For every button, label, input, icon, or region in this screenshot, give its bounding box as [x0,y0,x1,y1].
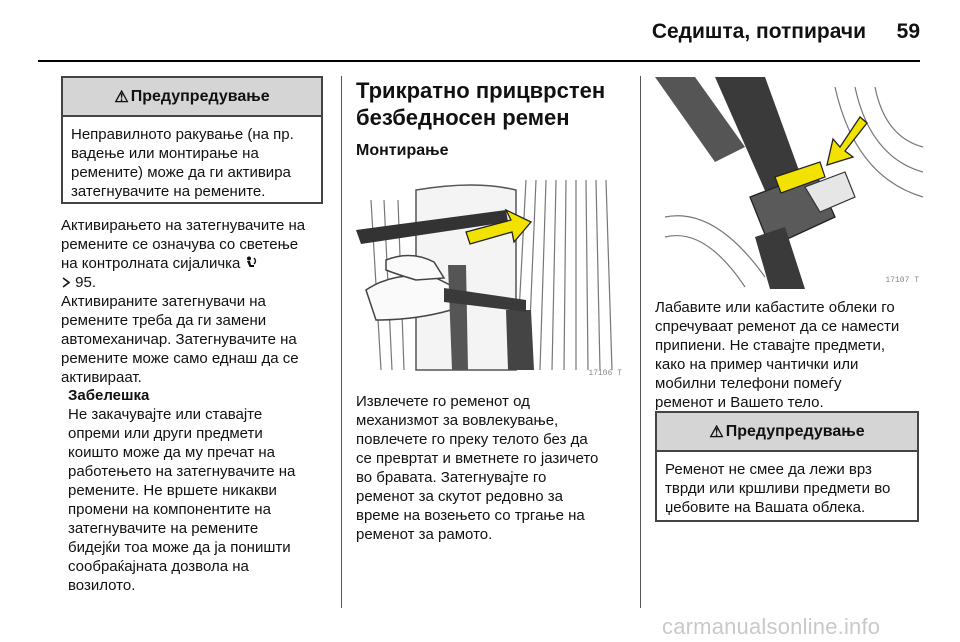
text-line: затегнувачите на ремените [68,520,259,537]
text-line: автомеханичар. Затегнувачите на [61,331,297,348]
text-line: опреми или други предмети [68,425,263,442]
warning-box-text [657,452,917,517]
text-line: коишто може да му пречат на [68,444,275,461]
text-line: возилото. [68,577,136,594]
text-line: ремените се означува со светење [61,236,299,253]
text-line [61,273,336,292]
warning-box-header [63,78,321,117]
text-line: ремените. Не вршете никакви [68,482,277,499]
warning-box-title: Предупредување [725,422,865,440]
warning-box-tensioner [61,76,323,204]
text-line: припиени. Не ставајте предмети, [655,337,886,354]
title-line: безбедносен ремен [356,105,570,130]
warning-box-text: Неправилното ракување (на пр. вадење или монтирање на ремените) може да ги активира затегнувачите на ремените. [71,126,294,200]
section-subtitle: Монтирање [356,142,449,159]
text-line: Не закачувајте или ставајте [68,406,263,423]
text-line: мобилни телефони помеѓу [655,375,842,392]
belt-fastening-illustration [356,170,626,382]
warning-triangle-icon: ⚠ [709,423,724,441]
header-rule [38,60,920,62]
text-line: активираат. [61,369,142,386]
airbag-indicator-icon [245,255,258,272]
page-reference[interactable]: 95. [75,274,97,291]
text-line: работењето на затегнувачите на [68,463,296,480]
page-number: 59 [896,20,920,43]
warning-box-hard-objects [655,411,919,522]
text-line: ременот за скутот редовно за [356,488,563,505]
text-line: како на пример чантички или [655,356,859,373]
text-line: Активирањето на затегнувачите на [61,217,306,234]
paragraph-tensioner-activation [61,216,336,292]
column-divider-left [341,76,342,608]
warning-box-header [657,413,917,452]
text-line: Извлечете го ременот од [356,393,530,410]
text-line: повлечете го преку телото без да [356,431,588,448]
column-divider-right [640,76,641,608]
text-line: механизмот за вовлекување, [356,412,559,429]
paragraph-replacement [61,292,336,387]
note-block [68,386,338,595]
text-line: ремените треба да ги замени [61,312,267,329]
warning-box-title: Предупредување [130,87,270,105]
text-line: се превртат и вметнете го јазичето [356,450,599,467]
figure-number: 17106 T [588,369,622,378]
text-line: сообраќајната дозвола на [68,558,249,575]
text-line: спречуваат ременот да се намести [655,318,900,335]
figure-belt-buckle [655,77,923,289]
text-line: џебовите на Вашата облека. [665,499,866,516]
text-line [61,254,336,273]
warning-triangle-icon: ⚠ [114,88,129,106]
section-title [356,77,631,131]
figure-number: 17107 T [885,276,919,285]
text-line: време на возењето со тргање на [356,507,585,524]
text-line: промени на компонентите на [68,501,271,518]
belt-buckle-illustration [655,77,923,289]
text-line: бидејќи тоа може да ја поништи [68,539,291,556]
paragraph-fastening-instructions [356,392,636,544]
text-line: ремените може само еднаш да се [61,350,299,367]
text-line: Ременот не смее да лежи врз [665,461,872,478]
text-line: ременот и Вашето тело. [655,394,824,411]
watermark: carmanualsonline.info [662,614,881,639]
text-line: ременот за рамото. [356,526,493,543]
title-line: Трикратно прицврстен [356,78,606,103]
paragraph-clothing-advice [655,298,940,412]
note-title: Забелешка [68,387,150,404]
text-line: Активираните затегнувачи на [61,293,266,310]
text-line: тврди или кршливи предмети во [665,480,891,497]
text-span: на контролната сијаличка [61,255,241,272]
text-line: Лабавите или кабастите облеки го [655,299,895,316]
figure-belt-fastening [356,170,626,382]
page-header-title: Седишта, потпирачи [651,20,866,43]
text-line: во бравата. Затегнувајте го [356,469,547,486]
page-ref-arrow-icon [61,274,75,291]
